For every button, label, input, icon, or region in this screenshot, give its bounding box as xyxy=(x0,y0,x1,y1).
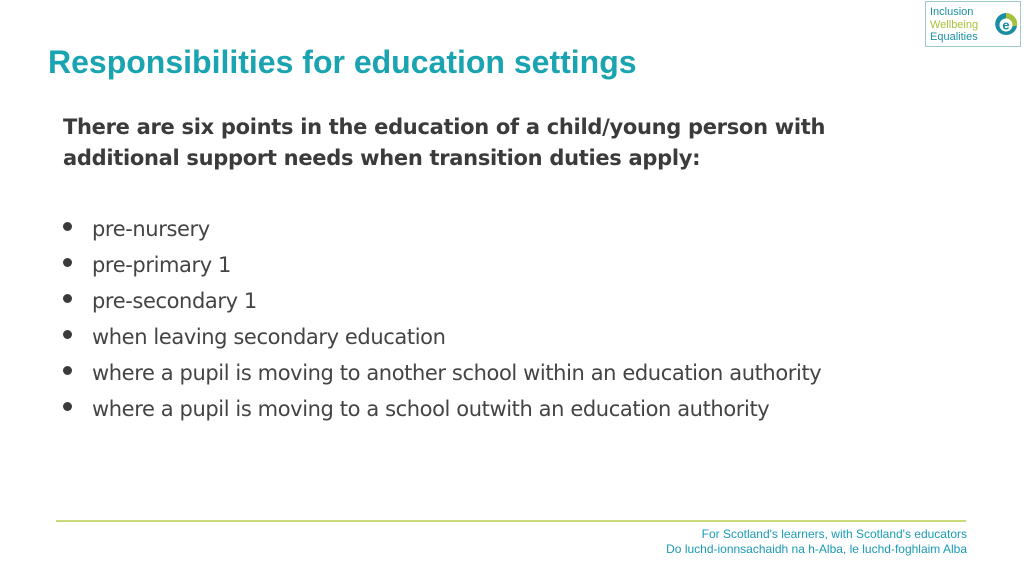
list-item xyxy=(63,391,821,427)
list-item-text: where a pupil is moving to a school outwith an education authority xyxy=(92,397,770,421)
inclusion-wellbeing-equalities-logo xyxy=(925,1,1021,47)
transition-points-list xyxy=(63,211,821,427)
education-scotland-e-icon xyxy=(994,12,1018,38)
list-item xyxy=(63,283,821,319)
list-item-text: pre-primary 1 xyxy=(92,253,232,277)
slide-title: Responsibilities for education settings xyxy=(48,44,637,80)
bullet-icon xyxy=(63,330,72,339)
list-item-text: where a pupil is moving to another school within an education authority xyxy=(92,361,822,385)
footer-divider xyxy=(56,520,966,522)
bullet-icon xyxy=(63,294,72,303)
footer-tagline xyxy=(666,527,967,557)
list-item-text: pre-secondary 1 xyxy=(92,289,257,313)
list-item xyxy=(63,211,821,247)
logo-line-equalities: Equalities xyxy=(930,31,978,43)
list-item xyxy=(63,319,821,355)
logo-line-inclusion: Inclusion xyxy=(930,6,974,18)
intro-text: There are six points in the education of a child/young person with additional support needs when transition duties apply: xyxy=(63,115,826,170)
bullet-icon xyxy=(63,402,72,411)
logo-line-wellbeing: Wellbeing xyxy=(930,18,979,31)
footer-tagline-gaelic: Do luchd-ionnsachaidh na h-Alba, le luchd-foghlaim Alba xyxy=(666,542,967,556)
list-item-text: when leaving secondary education xyxy=(92,325,446,349)
bullet-icon xyxy=(63,258,72,267)
footer-tagline-english: For Scotland's learners, with Scotland's educators xyxy=(701,527,967,541)
list-item xyxy=(63,355,821,391)
list-item xyxy=(63,247,821,283)
bullet-icon xyxy=(63,222,72,231)
bullet-icon xyxy=(63,366,72,375)
logo-badge-letter: e xyxy=(1002,17,1010,33)
list-item-text: pre-nursery xyxy=(92,217,210,241)
